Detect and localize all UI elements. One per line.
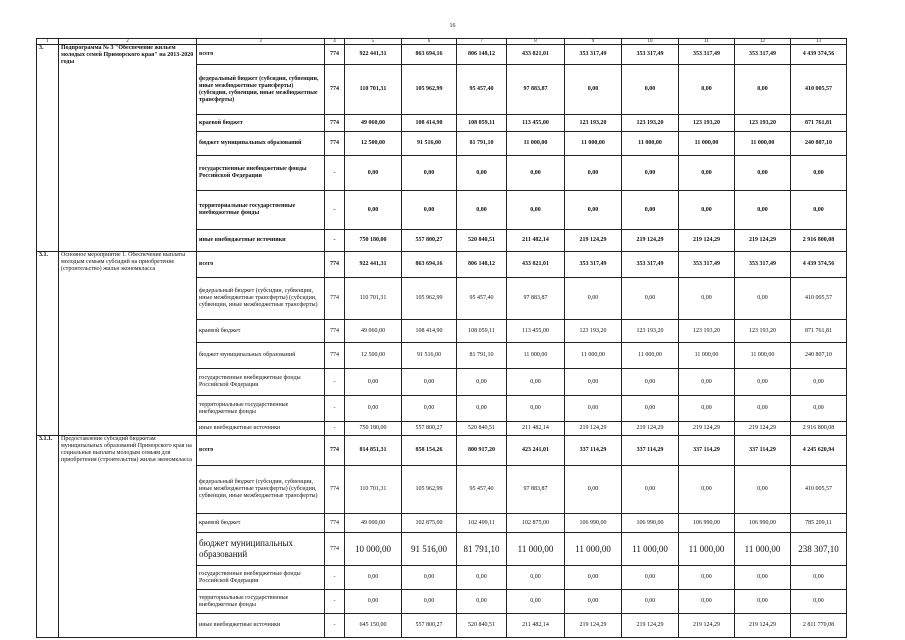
header-cell: 1	[37, 39, 59, 45]
amount-cell: 0,00	[735, 566, 791, 590]
amount-cell: 110 701,31	[345, 466, 402, 514]
amount-cell: 814 851,31	[345, 436, 402, 466]
amount-cell: 0,00	[791, 590, 847, 614]
amount-cell: 2 916 800,08	[791, 422, 847, 436]
amount-cell: 433 821,01	[507, 252, 565, 278]
header-cell: 7	[457, 39, 507, 45]
amount-cell: 219 124,29	[735, 614, 791, 638]
amount-cell: 219 124,29	[679, 422, 735, 436]
amount-cell: 91 516,00	[402, 343, 457, 369]
item-name: Подпрограмма № 3 "Обеспечение жильем молодых семей Приморского края" на 2013-2020 годы	[59, 45, 197, 252]
amount-cell: 0,00	[457, 566, 507, 590]
amount-cell: 11 000,00	[679, 132, 735, 156]
amount-cell: 11 000,00	[622, 533, 679, 566]
amount-cell: 219 124,29	[622, 614, 679, 638]
amount-cell: 557 800,27	[402, 614, 457, 638]
budget-code: 774	[325, 65, 345, 115]
header-cell: 11	[679, 39, 735, 45]
amount-cell: 0,00	[622, 278, 679, 320]
amount-cell: 423 241,01	[507, 436, 565, 466]
header-cell: 8	[507, 39, 565, 45]
amount-cell: 557 800,27	[402, 422, 457, 436]
budget-code: 774	[325, 132, 345, 156]
amount-cell: 106 990,00	[735, 514, 791, 533]
amount-cell: 123 193,20	[565, 320, 622, 343]
amount-cell: 0,00	[565, 369, 622, 396]
amount-cell: 750 180,00	[345, 422, 402, 436]
amount-cell: 102 875,00	[402, 514, 457, 533]
amount-cell: 0,00	[402, 156, 457, 191]
budget-code: 774	[325, 343, 345, 369]
budget-code: 774	[325, 115, 345, 132]
amount-cell: 922 441,31	[345, 45, 402, 65]
amount-cell: 0,00	[402, 566, 457, 590]
amount-cell: 520 840,51	[457, 422, 507, 436]
amount-cell: 0,00	[565, 566, 622, 590]
amount-cell: 219 124,29	[622, 422, 679, 436]
amount-cell: 105 962,99	[402, 65, 457, 115]
amount-cell: 123 193,20	[622, 320, 679, 343]
header-cell: 2	[59, 39, 197, 45]
amount-cell: 219 124,29	[565, 422, 622, 436]
amount-cell: 95 457,40	[457, 466, 507, 514]
budget-code: 774	[325, 252, 345, 278]
amount-cell: 871 761,81	[791, 320, 847, 343]
amount-cell: 123 193,20	[735, 115, 791, 132]
amount-cell: 337 114,29	[679, 436, 735, 466]
amount-cell: 238 307,10	[791, 533, 847, 566]
funding-source: всего	[197, 45, 325, 65]
amount-cell: 0,00	[457, 369, 507, 396]
amount-cell: 520 840,51	[457, 230, 507, 252]
amount-cell: 806 148,12	[457, 252, 507, 278]
amount-cell: 800 917,20	[457, 436, 507, 466]
amount-cell: 0,00	[402, 396, 457, 422]
funding-source: всего	[197, 436, 325, 466]
header-cell: 3	[197, 39, 325, 45]
amount-cell: 123 193,20	[679, 115, 735, 132]
amount-cell: 645 150,00	[345, 614, 402, 638]
amount-cell: 0,00	[565, 396, 622, 422]
amount-cell: 240 807,10	[791, 132, 847, 156]
amount-cell: 0,00	[791, 396, 847, 422]
amount-cell: 49 000,00	[345, 514, 402, 533]
amount-cell: 0,00	[345, 396, 402, 422]
amount-cell: 0,00	[735, 369, 791, 396]
amount-cell: 0,00	[622, 191, 679, 230]
amount-cell: 102 875,00	[507, 514, 565, 533]
amount-cell: 785 209,11	[791, 514, 847, 533]
amount-cell: 11 000,00	[565, 343, 622, 369]
amount-cell: 91 516,00	[402, 533, 457, 566]
amount-cell: 0,00	[457, 156, 507, 191]
amount-cell: 123 193,20	[622, 115, 679, 132]
page-number: 16	[449, 23, 456, 29]
amount-cell: 123 193,20	[565, 115, 622, 132]
budget-code: -	[325, 614, 345, 638]
amount-cell: 11 000,00	[565, 132, 622, 156]
table-row	[37, 252, 847, 278]
amount-cell: 108 414,90	[402, 320, 457, 343]
amount-cell: 0,00	[679, 278, 735, 320]
amount-cell: 4 245 620,94	[791, 436, 847, 466]
amount-cell: 110 701,31	[345, 278, 402, 320]
amount-cell: 81 791,10	[457, 343, 507, 369]
budget-code: 774	[325, 278, 345, 320]
funding-source: федеральный бюджет (субсидии, субвенции, иные межбюджетные трансферты) (субсидии, субвенции, иные межбюджетные трансферты)	[197, 65, 325, 115]
table-row	[37, 45, 847, 65]
funding-source: бюджет муниципальных образований	[197, 533, 325, 566]
amount-cell: 0,00	[735, 590, 791, 614]
amount-cell: 353 317,49	[735, 252, 791, 278]
amount-cell: 0,00	[622, 65, 679, 115]
funding-source: федеральный бюджет (субсидии, субвенции, иные межбюджетные трансферты) (субсидии, субвенции, иные межбюджетные трансферты)	[197, 278, 325, 320]
amount-cell: 97 883,87	[507, 466, 565, 514]
amount-cell: 11 000,00	[507, 132, 565, 156]
amount-cell: 0,00	[679, 156, 735, 191]
amount-cell: 0,00	[457, 590, 507, 614]
amount-cell: 0,00	[622, 156, 679, 191]
amount-cell: 2 916 800,08	[791, 230, 847, 252]
budget-code: 774	[325, 320, 345, 343]
amount-cell: 0,00	[735, 396, 791, 422]
budget-code: -	[325, 566, 345, 590]
amount-cell: 219 124,29	[622, 230, 679, 252]
header-cell: 10	[622, 39, 679, 45]
amount-cell: 337 114,29	[735, 436, 791, 466]
header-cell: 6	[402, 39, 457, 45]
header-cell: 5	[345, 39, 402, 45]
budget-table	[36, 38, 847, 638]
funding-source: краевой бюджет	[197, 514, 325, 533]
header-cell: 13	[791, 39, 847, 45]
amount-cell: 0,00	[735, 191, 791, 230]
amount-cell: 12 500,00	[345, 132, 402, 156]
amount-cell: 0,00	[565, 156, 622, 191]
amount-cell: 0,00	[457, 396, 507, 422]
amount-cell: 433 821,01	[507, 45, 565, 65]
amount-cell: 0,00	[507, 191, 565, 230]
amount-cell: 106 990,00	[679, 514, 735, 533]
amount-cell: 0,00	[735, 278, 791, 320]
amount-cell: 353 317,49	[679, 252, 735, 278]
amount-cell: 81 791,10	[457, 533, 507, 566]
header-cell: 4	[325, 39, 345, 45]
amount-cell: 0,00	[565, 466, 622, 514]
amount-cell: 0,00	[565, 65, 622, 115]
funding-source: территориальные государственные внебюджетные фонды	[197, 191, 325, 230]
amount-cell: 0,00	[679, 369, 735, 396]
funding-source: государственные внебюджетные фонды Российской Федерации	[197, 156, 325, 191]
amount-cell: 11 000,00	[735, 132, 791, 156]
amount-cell: 353 317,49	[735, 45, 791, 65]
amount-cell: 353 317,49	[622, 252, 679, 278]
amount-cell: 0,00	[345, 566, 402, 590]
amount-cell: 0,00	[791, 191, 847, 230]
amount-cell: 12 500,00	[345, 343, 402, 369]
amount-cell: 102 499,11	[457, 514, 507, 533]
amount-cell: 11 000,00	[507, 533, 565, 566]
amount-cell: 353 317,49	[565, 252, 622, 278]
budget-code: 774	[325, 45, 345, 65]
amount-cell: 0,00	[507, 369, 565, 396]
amount-cell: 0,00	[735, 156, 791, 191]
amount-cell: 49 060,00	[345, 320, 402, 343]
amount-cell: 81 791,10	[457, 132, 507, 156]
amount-cell: 0,00	[791, 369, 847, 396]
amount-cell: 11 000,00	[735, 533, 791, 566]
amount-cell: 108 059,11	[457, 115, 507, 132]
amount-cell: 0,00	[622, 466, 679, 514]
amount-cell: 0,00	[622, 369, 679, 396]
amount-cell: 806 148,12	[457, 45, 507, 65]
funding-source: федеральный бюджет (субсидии, субвенции, иные межбюджетные трансферты) (субсидии, субвенции, иные межбюджетные трансферты)	[197, 466, 325, 514]
amount-cell: 0,00	[679, 396, 735, 422]
amount-cell: 750 180,00	[345, 230, 402, 252]
amount-cell: 0,00	[507, 566, 565, 590]
funding-source: бюджет муниципальных образований	[197, 343, 325, 369]
amount-cell: 97 883,87	[507, 65, 565, 115]
amount-cell: 11 000,00	[679, 343, 735, 369]
amount-cell: 863 694,16	[402, 45, 457, 65]
budget-code: -	[325, 590, 345, 614]
budget-code: -	[325, 422, 345, 436]
budget-code: -	[325, 230, 345, 252]
amount-cell: 0,00	[791, 156, 847, 191]
funding-source: территориальные государственные внебюджетные фонды	[197, 590, 325, 614]
amount-cell: 353 317,49	[565, 45, 622, 65]
amount-cell: 0,00	[679, 466, 735, 514]
amount-cell: 110 701,31	[345, 65, 402, 115]
amount-cell: 0,00	[565, 590, 622, 614]
amount-cell: 2 811 770,08	[791, 614, 847, 638]
amount-cell: 219 124,29	[679, 230, 735, 252]
amount-cell: 240 807,10	[791, 343, 847, 369]
amount-cell: 0,00	[345, 369, 402, 396]
amount-cell: 337 114,29	[565, 436, 622, 466]
amount-cell: 105 962,99	[402, 466, 457, 514]
amount-cell: 922 441,31	[345, 252, 402, 278]
amount-cell: 0,00	[622, 566, 679, 590]
amount-cell: 0,00	[679, 566, 735, 590]
funding-source: бюджет муниципальных образований	[197, 132, 325, 156]
amount-cell: 0,00	[507, 156, 565, 191]
amount-cell: 211 482,14	[507, 614, 565, 638]
item-number: 3.1.1.	[37, 436, 59, 638]
amount-cell: 11 000,00	[507, 343, 565, 369]
amount-cell: 0,00	[622, 590, 679, 614]
amount-cell: 10 000,00	[345, 533, 402, 566]
budget-code: 774	[325, 514, 345, 533]
table-row	[37, 436, 847, 466]
amount-cell: 219 124,29	[679, 614, 735, 638]
funding-source: государственные внебюджетные фонды Российской Федерации	[197, 566, 325, 590]
funding-source: краевой бюджет	[197, 320, 325, 343]
amount-cell: 0,00	[402, 369, 457, 396]
amount-cell: 106 990,00	[565, 514, 622, 533]
amount-cell: 337 114,29	[622, 436, 679, 466]
budget-code: 774	[325, 466, 345, 514]
amount-cell: 11 000,00	[565, 533, 622, 566]
amount-cell: 108 059,11	[457, 320, 507, 343]
amount-cell: 108 414,90	[402, 115, 457, 132]
amount-cell: 95 457,40	[457, 278, 507, 320]
funding-source: территориальные государственные внебюджетные фонды	[197, 396, 325, 422]
budget-code: -	[325, 369, 345, 396]
funding-source: иные внебюджетные источники	[197, 422, 325, 436]
amount-cell: 106 990,00	[622, 514, 679, 533]
amount-cell: 219 124,29	[735, 230, 791, 252]
funding-source: иные внебюджетные источники	[197, 614, 325, 638]
amount-cell: 97 883,87	[507, 278, 565, 320]
amount-cell: 863 694,16	[402, 252, 457, 278]
amount-cell: 95 457,40	[457, 65, 507, 115]
amount-cell: 0,00	[791, 566, 847, 590]
funding-source: краевой бюджет	[197, 115, 325, 132]
amount-cell: 113 455,00	[507, 115, 565, 132]
amount-cell: 353 317,49	[679, 45, 735, 65]
amount-cell: 0,00	[735, 65, 791, 115]
amount-cell: 11 000,00	[622, 132, 679, 156]
amount-cell: 0,00	[345, 590, 402, 614]
funding-source: всего	[197, 252, 325, 278]
header-cell: 12	[735, 39, 791, 45]
amount-cell: 4 439 374,56	[791, 45, 847, 65]
amount-cell: 0,00	[679, 191, 735, 230]
amount-cell: 0,00	[507, 396, 565, 422]
amount-cell: 0,00	[402, 191, 457, 230]
budget-code: -	[325, 156, 345, 191]
funding-source: иные внебюджетные источники	[197, 230, 325, 252]
budget-code: -	[325, 191, 345, 230]
amount-cell: 49 060,00	[345, 115, 402, 132]
amount-cell: 353 317,49	[622, 45, 679, 65]
amount-cell: 0,00	[457, 191, 507, 230]
amount-cell: 219 124,29	[565, 230, 622, 252]
amount-cell: 410 005,57	[791, 65, 847, 115]
amount-cell: 410 005,57	[791, 278, 847, 320]
amount-cell: 123 193,20	[679, 320, 735, 343]
amount-cell: 557 800,27	[402, 230, 457, 252]
header-cell: 9	[565, 39, 622, 45]
amount-cell: 0,00	[402, 590, 457, 614]
amount-cell: 0,00	[679, 65, 735, 115]
amount-cell: 0,00	[345, 156, 402, 191]
amount-cell: 0,00	[735, 466, 791, 514]
amount-cell: 410 005,57	[791, 466, 847, 514]
budget-code: -	[325, 396, 345, 422]
amount-cell: 4 439 374,56	[791, 252, 847, 278]
amount-cell: 0,00	[507, 590, 565, 614]
amount-cell: 123 193,20	[735, 320, 791, 343]
amount-cell: 0,00	[565, 191, 622, 230]
amount-cell: 0,00	[622, 396, 679, 422]
amount-cell: 91 516,00	[402, 132, 457, 156]
budget-code: 774	[325, 436, 345, 466]
amount-cell: 858 154,26	[402, 436, 457, 466]
item-name: Основное мероприятие 1. Обеспечение выплаты молодым семьям субсидий на приобретение (строительство) жилья экономкласса	[59, 252, 197, 436]
amount-cell: 113 455,00	[507, 320, 565, 343]
amount-cell: 0,00	[345, 191, 402, 230]
amount-cell: 219 124,29	[735, 422, 791, 436]
amount-cell: 0,00	[565, 278, 622, 320]
amount-cell: 11 000,00	[679, 533, 735, 566]
amount-cell: 871 761,81	[791, 115, 847, 132]
amount-cell: 11 000,00	[735, 343, 791, 369]
funding-source: государственные внебюджетные фонды Российской Федерации	[197, 369, 325, 396]
amount-cell: 0,00	[679, 590, 735, 614]
amount-cell: 211 482,14	[507, 422, 565, 436]
item-number: 3.1.	[37, 252, 59, 436]
item-name: Предоставление субсидий бюджетам муниципальных образований Приморского края на социальные выплаты молодым семьям для приобретения (строительства) жилья экономкласса	[59, 436, 197, 638]
amount-cell: 219 124,29	[565, 614, 622, 638]
amount-cell: 11 000,00	[622, 343, 679, 369]
amount-cell: 211 482,14	[507, 230, 565, 252]
amount-cell: 105 962,99	[402, 278, 457, 320]
item-number: 3.	[37, 45, 59, 252]
budget-code: 774	[325, 533, 345, 566]
amount-cell: 520 840,51	[457, 614, 507, 638]
